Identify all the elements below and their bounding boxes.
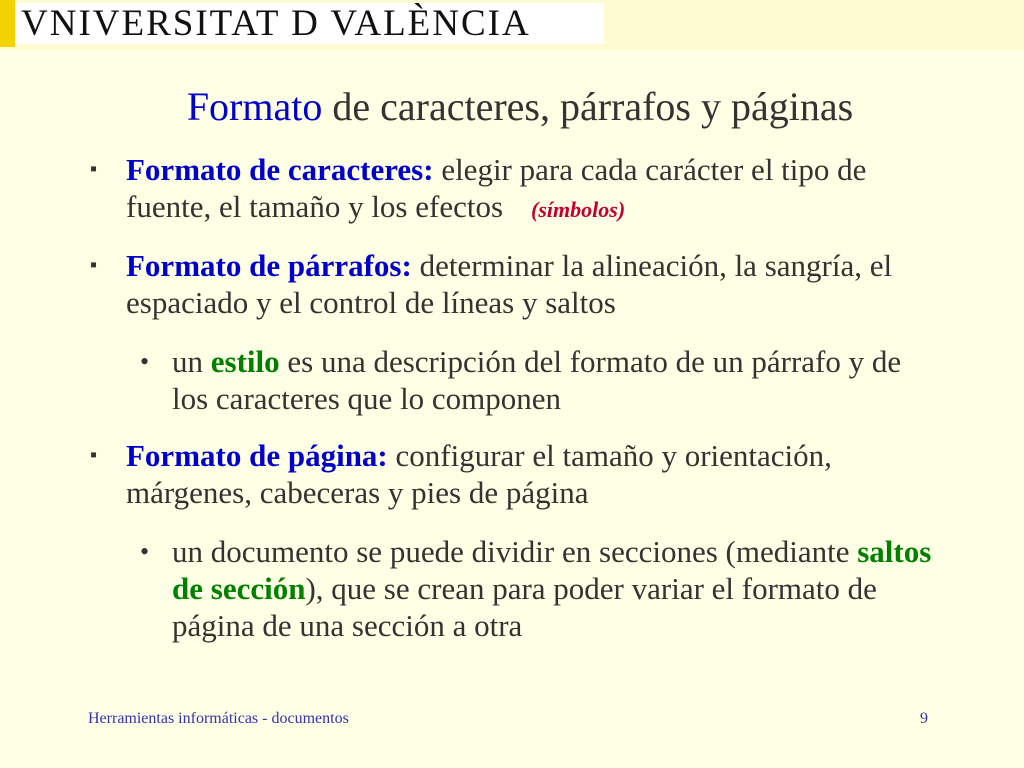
sub-bullet-post: es una descripción del formato de un párrafo y de los caracteres que lo componen xyxy=(172,344,902,416)
bullet-page-format xyxy=(90,437,946,511)
bullet-lead: Formato de página: xyxy=(126,438,388,473)
title-accent: Formato xyxy=(186,84,323,129)
round-bullet-icon: • xyxy=(140,537,150,566)
square-bullet-icon: ▪ xyxy=(90,444,98,466)
round-bullet-icon: • xyxy=(140,347,150,376)
page-number: 9 xyxy=(920,710,928,727)
footer-course-title: Herramientas informáticas - documentos xyxy=(88,710,349,727)
bullet-text: configurar el tamaño y orientación, márgenes, cabeceras y pies de página xyxy=(126,438,832,510)
sub-bullet-highlight: saltos de sección xyxy=(172,534,932,606)
symbols-note: (símbolos) xyxy=(531,197,626,222)
sub-bullet-sections xyxy=(140,533,942,644)
bullet-text: determinar la alineación, la sangría, el espaciado y el control de líneas y saltos xyxy=(126,248,893,320)
bullet-text: elegir para cada carácter el tipo de fuente, el tamaño y los efectos xyxy=(126,152,867,224)
sub-bullet-highlight: estilo xyxy=(210,344,280,379)
bullet-lead: Formato de caracteres: xyxy=(126,152,434,187)
sub-bullet-post: ), que se crean para poder variar el formato de página de una sección a otra xyxy=(172,571,877,643)
sub-bullet-style xyxy=(140,343,922,417)
bullet-paragraph-format xyxy=(90,247,946,321)
title-rest: de caracteres, párrafos y páginas xyxy=(322,84,854,129)
sub-bullet-pre: un documento se puede dividir en secciones (mediante xyxy=(172,534,858,569)
sub-bullet-pre: un xyxy=(172,344,211,379)
logo-text: VNIVERSITAT D VALÈNCIA xyxy=(21,3,531,44)
square-bullet-icon: ▪ xyxy=(90,254,98,276)
bullet-lead: Formato de párrafos: xyxy=(126,248,412,283)
square-bullet-icon: ▪ xyxy=(90,158,98,180)
bullet-character-format xyxy=(90,151,946,228)
